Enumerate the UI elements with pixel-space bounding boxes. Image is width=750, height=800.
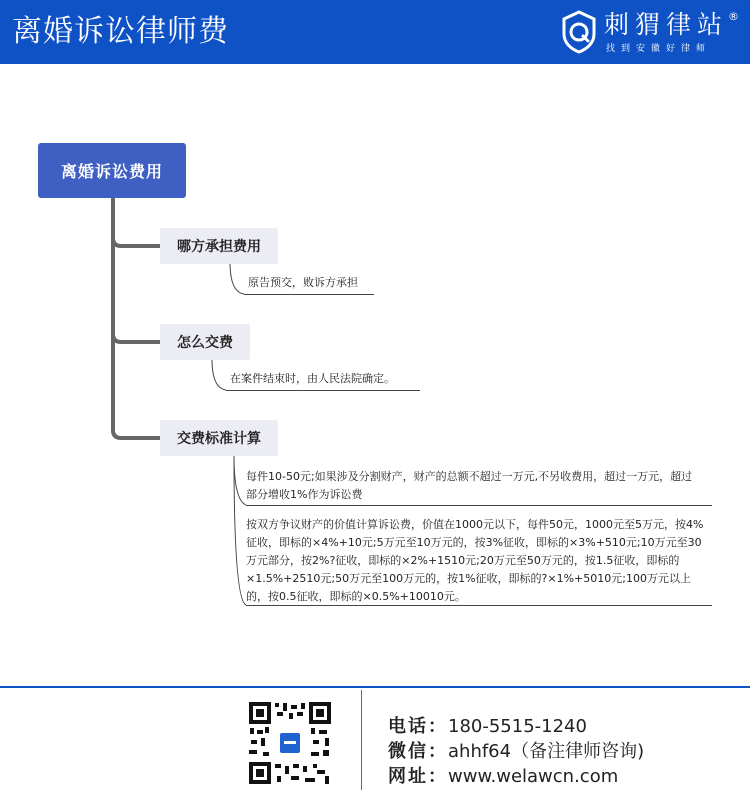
hedgehog-shield-icon bbox=[560, 10, 598, 54]
page-title: 离婚诉讼律师费 bbox=[12, 14, 229, 49]
connector-branch-1 bbox=[113, 238, 160, 246]
website-label: 网址： bbox=[388, 766, 448, 787]
leaf-how-to-pay: 在案件结束时，由人民法院确定。 bbox=[230, 372, 395, 385]
leaf-fee-basic: 每件10-50元;如果涉及分割财产，财产的总额不超过一万元,不另收费用，超过一万元，超过部分增收1%作为诉讼费 bbox=[246, 470, 693, 501]
website-url[interactable]: www.welawcn.com bbox=[448, 766, 619, 787]
contact-info bbox=[388, 714, 644, 789]
website-row[interactable] bbox=[388, 764, 644, 789]
branch-who-pays[interactable]: 哪方承担费用 bbox=[160, 228, 278, 264]
phone-number[interactable]: 180-5515-1240 bbox=[448, 716, 587, 737]
footer-vertical-divider bbox=[361, 690, 362, 790]
branch-how-to-pay[interactable]: 怎么交费 bbox=[160, 324, 250, 360]
leaf-who-pays: 原告预交，败诉方承担 bbox=[248, 276, 358, 289]
branch-fee-standard[interactable]: 交费标准计算 bbox=[160, 420, 278, 456]
phone-row[interactable] bbox=[388, 714, 644, 739]
leaf-underline bbox=[244, 294, 374, 295]
leaf-underline bbox=[246, 605, 712, 606]
connector-branch-2 bbox=[113, 334, 160, 342]
trunk-line bbox=[113, 199, 160, 438]
phone-label: 电话： bbox=[388, 716, 448, 737]
registered-mark: ® bbox=[728, 10, 739, 23]
header-bar bbox=[0, 0, 750, 64]
brand-slogan: 找到安徽好律师 bbox=[606, 44, 712, 54]
mindmap-root[interactable]: 离婚诉讼费用 bbox=[38, 143, 186, 198]
wechat-label: 微信： bbox=[388, 741, 448, 762]
brand-logo[interactable] bbox=[560, 8, 745, 58]
wechat-id[interactable]: ahhf64（备注律师咨询) bbox=[448, 741, 645, 762]
leaf-underline bbox=[246, 505, 712, 506]
wechat-row[interactable] bbox=[388, 739, 644, 764]
leaf-fee-property: 按双方争议财产的价值计算诉讼费，价值在1000元以下，每件50元，1000元至5万元，按4%征收，即标的×4%+10元;5万元至10万元的，按3%征收，即标的×3%+510元;10万元至30万元部分，按2%?征收，即标的×2%+1510元;20万元至50万元的，按1.5征收，即标的×1.5%+2510元;50万元至100万元的，按1%征收，即标的?×1%+5010元;100万元以上的，按0.5征收，即标的×0.5%+10010元。 bbox=[246, 518, 704, 603]
leaf-underline bbox=[226, 390, 420, 391]
qr-code-icon[interactable] bbox=[247, 700, 333, 786]
brand-name: 刺猬律站 bbox=[604, 10, 729, 39]
footer-divider bbox=[0, 686, 750, 688]
